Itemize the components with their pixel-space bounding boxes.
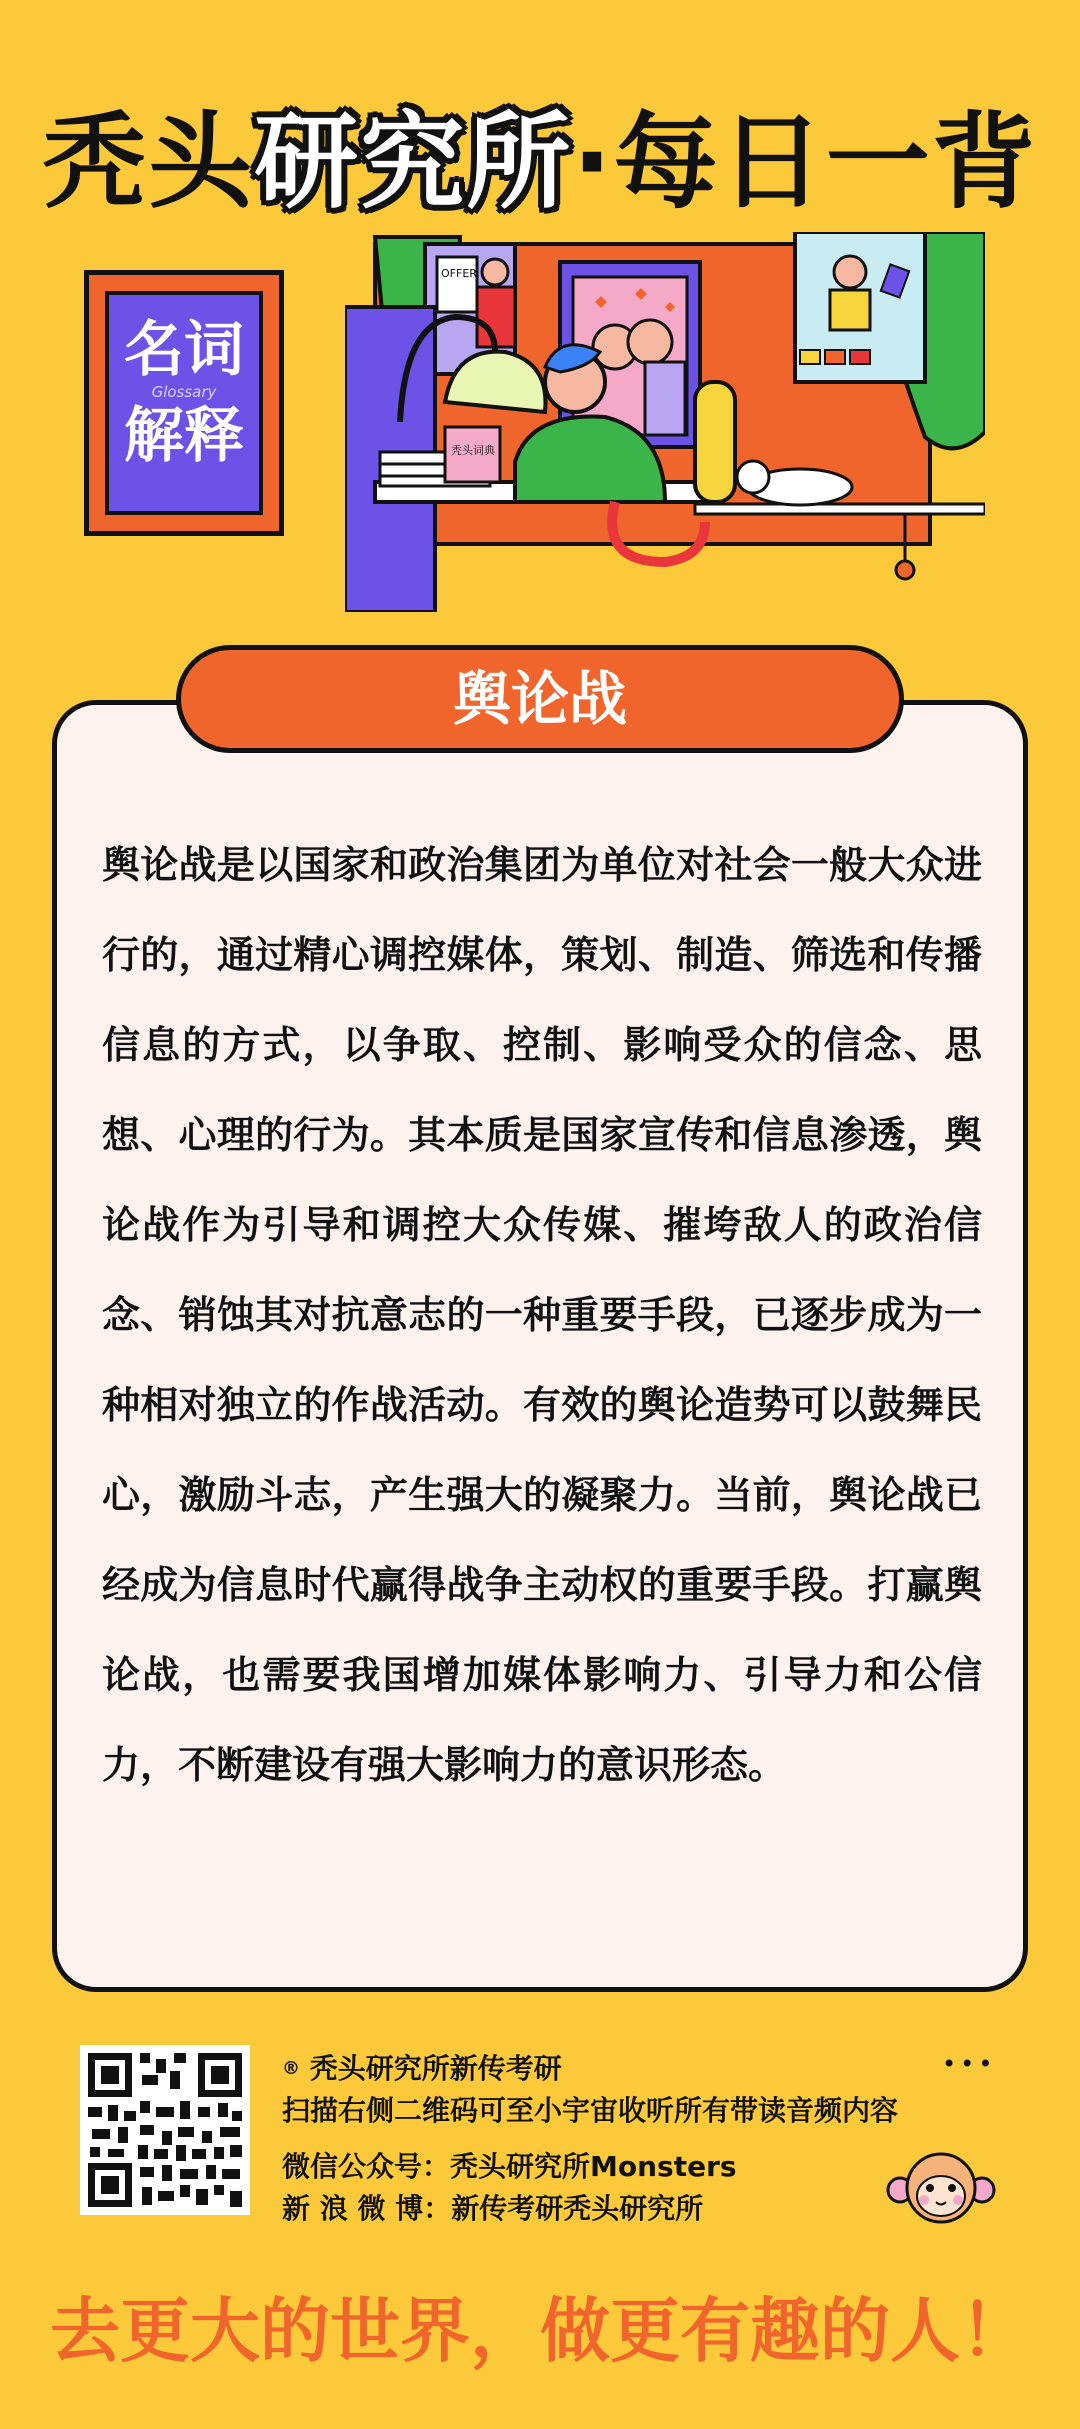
badge-line-2: 解释 [124, 401, 244, 471]
badge-line-1: 名词 [124, 315, 244, 385]
glossary-badge [84, 270, 284, 536]
badge-subtitle: Glossary [151, 383, 217, 401]
monkey-mascot-icon [886, 2148, 996, 2228]
term-definition: 舆论战是以国家和政治集团为单位对社会一般大众进行的，通过精心调控媒体，策划、制造、筛选和传播信息的方式，以争取、控制、影响受众的信念、思想、心理的行为。其本质是国家宣传和信息渗透，舆论战作为引导和调控大众传媒、摧垮敌人的政治信念、销蚀其对抗意志的一种重要手段，已逐步成为一种相对独立的作战活动。有效的舆论造势可以鼓舞民心，激励斗志，产生强大的凝聚力。当前，舆论战已经成为信息时代赢得战争主动权的重要手段。打赢舆论战，也需要我国增加媒体影响力、引导力和公信力，不断建设有强大影响力的意识形态。 [102, 843, 982, 1787]
glossary-badge-inner [105, 291, 263, 515]
book-title-text: 秃头词典 [451, 444, 495, 457]
term-title: 舆论战 [176, 645, 904, 753]
study-room-illustration [345, 232, 985, 612]
brand-line [282, 2048, 1002, 2090]
registered-mark: ® [282, 2058, 300, 2079]
offer-poster-text: OFFER [441, 267, 477, 280]
scan-tip: 扫描右侧二维码可至小宇宙收听所有带读音频内容 [282, 2094, 899, 2127]
more-dots-icon: ••• [942, 2050, 997, 2078]
title-part-3: ·每日一背 [572, 101, 1038, 223]
page-title [0, 78, 1080, 228]
wechat-account: 微信公众号：秃头研究所Monsters [282, 2150, 737, 2183]
title-part-2: 研究所 [254, 101, 573, 223]
brand-name: 秃头研究所新传考研 [309, 2052, 562, 2085]
weibo-account: 新 浪 微 博：新传考研秃头研究所 [282, 2192, 704, 2225]
slogan: 去更大的世界，做更有趣的人！ [50, 2290, 1030, 2372]
qr-code-icon[interactable] [80, 2045, 250, 2215]
title-part-1: 秃头 [42, 101, 255, 223]
